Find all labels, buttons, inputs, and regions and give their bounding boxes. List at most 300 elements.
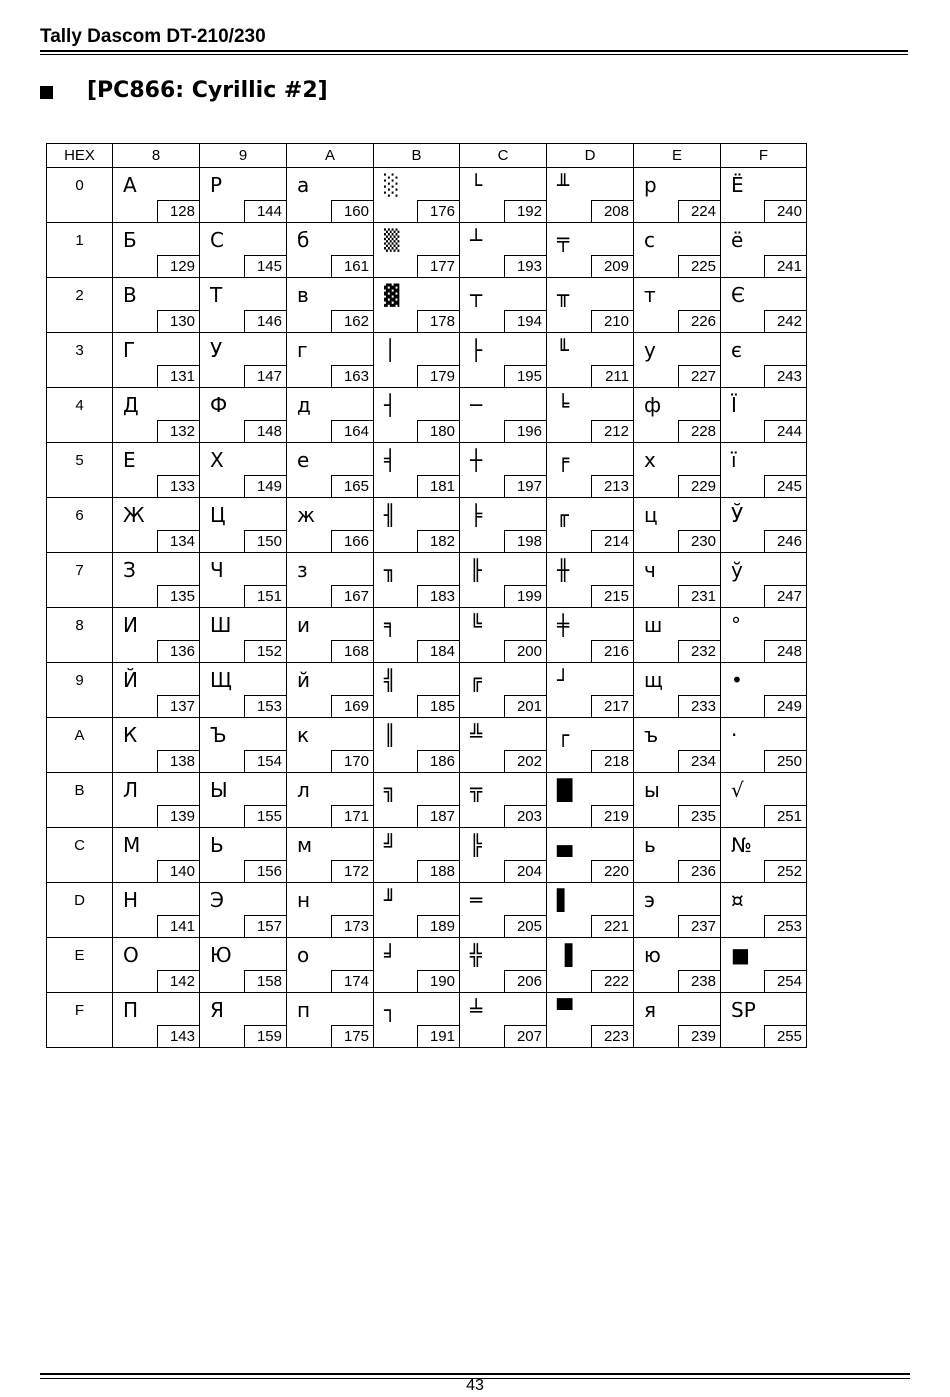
character-cell [113,773,200,828]
character-cell [374,828,460,883]
character-cell-content [634,993,720,1047]
character-cell [460,168,547,223]
character-cell-content [460,388,546,442]
character-glyph: П [123,998,139,1022]
character-glyph: ├ [470,338,483,362]
character-glyph: ╔ [470,668,483,692]
character-cell [721,663,807,718]
character-cell [634,828,721,883]
character-cell-content [547,333,633,387]
character-cell [634,883,721,938]
decimal-code: 208 [591,200,633,222]
decimal-code: 200 [504,640,546,662]
character-glyph: ╒ [557,448,570,472]
decimal-code: 224 [678,200,720,222]
decimal-code: 165 [331,475,373,497]
decimal-code: 138 [157,750,199,772]
character-cell-content [287,388,373,442]
decimal-code: 132 [157,420,199,442]
character-cell-content [460,993,546,1047]
character-glyph: ¤ [731,888,744,912]
decimal-code: 230 [678,530,720,552]
character-glyph: Ф [210,393,228,417]
decimal-code: 215 [591,585,633,607]
decimal-code: 206 [504,970,546,992]
decimal-code: 243 [764,365,806,387]
character-glyph: ╚ [470,613,483,637]
character-cell [200,828,287,883]
character-cell-content [200,883,286,937]
character-cell [721,718,807,773]
character-cell-content [287,278,373,332]
character-cell [547,883,634,938]
character-cell [634,223,721,278]
character-cell [547,168,634,223]
column-header: C [460,144,547,168]
decimal-code: 231 [678,585,720,607]
character-glyph: с [644,228,655,252]
character-glyph: Ь [210,833,224,857]
character-cell-content [374,223,459,277]
character-glyph: ╛ [384,943,397,967]
row-header: 7 [47,553,113,608]
character-cell-content [547,828,633,882]
character-glyph: Я [210,998,224,1022]
character-glyph: х [644,448,656,472]
character-cell [634,663,721,718]
character-cell-content [287,718,373,772]
character-cell-content [634,828,720,882]
character-glyph: Э [210,888,224,912]
character-cell-content [460,443,546,497]
character-glyph: ┘ [557,668,570,692]
character-glyph: ы [644,778,660,802]
decimal-code: 196 [504,420,546,442]
decimal-code: 143 [157,1025,199,1047]
character-cell-content [721,168,806,222]
code-page-table [46,143,807,1048]
character-cell-content [287,938,373,992]
character-glyph: ╟ [470,558,483,582]
decimal-code: 181 [417,475,459,497]
decimal-code: 235 [678,805,720,827]
character-glyph: └ [470,173,483,197]
character-cell-content [113,168,199,222]
character-cell [287,663,374,718]
row-header: 2 [47,278,113,333]
table-row [47,718,807,773]
character-cell [113,168,200,223]
character-cell-content [113,498,199,552]
table-row [47,938,807,993]
decimal-code: 164 [331,420,373,442]
character-cell [374,278,460,333]
character-glyph: й [297,668,310,692]
character-cell-content [460,168,546,222]
character-cell [113,333,200,388]
character-cell [460,553,547,608]
character-cell-content [721,663,806,717]
decimal-code: 140 [157,860,199,882]
decimal-code: 255 [764,1025,806,1047]
document-header-title: Tally Dascom DT-210/230 [40,26,266,47]
character-cell [200,608,287,663]
character-glyph: ╡ [384,448,397,472]
character-cell-content [200,168,286,222]
character-cell-content [634,663,720,717]
decimal-code: 130 [157,310,199,332]
character-glyph: з [297,558,308,582]
character-cell-content [200,333,286,387]
character-glyph: Н [123,888,139,912]
character-cell-content [287,828,373,882]
character-cell-content [113,553,199,607]
decimal-code: 207 [504,1025,546,1047]
character-cell-content [547,168,633,222]
decimal-code: 248 [764,640,806,662]
character-cell [547,388,634,443]
decimal-code: 185 [417,695,459,717]
decimal-code: 214 [591,530,633,552]
character-cell [547,553,634,608]
character-cell [200,168,287,223]
character-cell-content [721,498,806,552]
character-cell [200,718,287,773]
square-bullet-icon [40,86,53,99]
character-glyph: Ъ [210,723,227,747]
character-cell-content [374,828,459,882]
character-glyph: ■ [731,943,750,967]
decimal-code: 170 [331,750,373,772]
character-glyph: Й [123,668,138,692]
character-cell-content [287,773,373,827]
character-cell [634,773,721,828]
character-cell [547,608,634,663]
character-cell-content [634,718,720,772]
character-cell [634,608,721,663]
decimal-code: 171 [331,805,373,827]
table-row [47,608,807,663]
decimal-code: 146 [244,310,286,332]
decimal-code: 222 [591,970,633,992]
decimal-code: 174 [331,970,373,992]
character-cell [547,498,634,553]
column-header: E [634,144,721,168]
decimal-code: 203 [504,805,546,827]
character-cell [721,168,807,223]
row-header: 5 [47,443,113,498]
character-glyph: г [297,338,308,362]
character-cell [460,663,547,718]
character-cell-content [547,663,633,717]
character-glyph: ё [731,228,744,252]
character-glyph: О [123,943,139,967]
character-cell-content [634,278,720,332]
decimal-code: 223 [591,1025,633,1047]
character-cell-content [634,938,720,992]
character-cell [200,938,287,993]
decimal-code: 240 [764,200,806,222]
character-cell [721,278,807,333]
character-glyph: ░ [384,173,400,197]
character-glyph: Д [123,393,139,417]
character-cell [721,938,807,993]
character-glyph: я [644,998,657,1022]
character-glyph: л [297,778,310,802]
character-cell-content [200,498,286,552]
character-cell-content [287,333,373,387]
decimal-code: 238 [678,970,720,992]
character-cell-content [113,663,199,717]
character-cell-content [634,608,720,662]
character-glyph: Р [210,173,223,197]
character-cell [200,993,287,1048]
character-cell [721,773,807,828]
character-glyph: о [297,943,310,967]
character-cell [634,278,721,333]
character-cell-content [287,883,373,937]
character-cell [287,443,374,498]
decimal-code: 180 [417,420,459,442]
character-cell-content [721,333,806,387]
table-row [47,828,807,883]
character-glyph: е [297,448,310,472]
character-cell [547,938,634,993]
character-glyph: У [210,338,223,362]
character-cell-content [374,333,459,387]
character-glyph: ч [644,558,656,582]
character-cell-content [113,608,199,662]
character-cell-content [547,993,633,1047]
character-cell-content [287,553,373,607]
decimal-code: 183 [417,585,459,607]
character-cell-content [721,608,806,662]
character-cell [634,938,721,993]
character-cell [374,443,460,498]
character-cell [634,443,721,498]
character-cell [460,883,547,938]
character-cell [113,608,200,663]
character-cell-content [721,828,806,882]
decimal-code: 166 [331,530,373,552]
character-cell [374,773,460,828]
character-cell [113,223,200,278]
character-cell [460,993,547,1048]
decimal-code: 190 [417,970,459,992]
character-cell-content [200,388,286,442]
character-cell-content [287,168,373,222]
decimal-code: 156 [244,860,286,882]
character-glyph: Ї [731,393,737,417]
character-cell [200,553,287,608]
character-cell-content [113,278,199,332]
decimal-code: 169 [331,695,373,717]
character-cell [287,608,374,663]
row-header: 8 [47,608,113,663]
decimal-code: 195 [504,365,546,387]
character-cell-content [200,938,286,992]
character-glyph: ╘ [557,393,570,417]
decimal-code: 141 [157,915,199,937]
character-cell-content [634,773,720,827]
character-glyph: Є [731,283,745,307]
character-glyph: ║ [384,723,397,747]
decimal-code: 227 [678,365,720,387]
character-cell-content [721,553,806,607]
character-cell-content [460,223,546,277]
character-glyph: ╗ [384,778,397,802]
character-cell [113,663,200,718]
character-cell-content [460,498,546,552]
character-cell-content [200,773,286,827]
character-cell [547,828,634,883]
character-cell [547,773,634,828]
character-cell [200,498,287,553]
decimal-code: 191 [417,1025,459,1047]
character-glyph: к [297,723,310,747]
character-cell [287,553,374,608]
character-cell [113,498,200,553]
header-rule-thin [40,54,908,55]
decimal-code: 173 [331,915,373,937]
character-cell-content [547,938,633,992]
character-glyph: ж [297,503,316,527]
decimal-code: 233 [678,695,720,717]
character-cell [374,498,460,553]
character-cell [374,168,460,223]
character-cell [113,938,200,993]
character-glyph: К [123,723,138,747]
character-cell-content [721,443,806,497]
character-glyph: ┴ [470,228,483,252]
character-cell-content [374,938,459,992]
character-cell [634,498,721,553]
table-row [47,168,807,223]
character-cell [721,223,807,278]
character-glyph: ╧ [470,998,483,1022]
decimal-code: 225 [678,255,720,277]
decimal-code: 242 [764,310,806,332]
decimal-code: 247 [764,585,806,607]
character-glyph: ═ [470,888,483,912]
row-header: 3 [47,333,113,388]
table-row [47,278,807,333]
decimal-code: 149 [244,475,286,497]
table-row [47,993,807,1048]
character-cell-content [460,883,546,937]
decimal-code: 198 [504,530,546,552]
character-glyph: ╣ [384,668,397,692]
character-cell [287,993,374,1048]
character-cell [547,718,634,773]
table-row [47,223,807,278]
character-cell-content [200,608,286,662]
character-cell-content [634,498,720,552]
character-glyph: р [644,173,657,197]
decimal-code: 177 [417,255,459,277]
character-cell [547,333,634,388]
decimal-code: 244 [764,420,806,442]
character-cell [374,388,460,443]
decimal-code: 226 [678,310,720,332]
character-cell [374,883,460,938]
character-cell-content [721,278,806,332]
character-cell-content [113,333,199,387]
character-cell [374,553,460,608]
character-glyph: А [123,173,137,197]
decimal-code: 187 [417,805,459,827]
column-header: D [547,144,634,168]
row-header: C [47,828,113,883]
character-glyph: Ў [731,503,744,527]
character-cell-content [113,718,199,772]
character-cell-content [374,993,459,1047]
character-cell [287,223,374,278]
decimal-code: 210 [591,310,633,332]
decimal-code: 241 [764,255,806,277]
character-cell-content [634,168,720,222]
character-cell [374,718,460,773]
decimal-code: 142 [157,970,199,992]
character-cell-content [374,498,459,552]
decimal-code: 193 [504,255,546,277]
character-glyph: ▐ [557,943,573,967]
character-cell [460,443,547,498]
decimal-code: 194 [504,310,546,332]
decimal-code: 192 [504,200,546,222]
decimal-code: 216 [591,640,633,662]
row-header: 1 [47,223,113,278]
decimal-code: 167 [331,585,373,607]
decimal-code: 168 [331,640,373,662]
character-glyph: б [297,228,310,252]
character-cell [721,883,807,938]
character-glyph: ф [644,393,662,417]
character-cell [374,938,460,993]
character-glyph: Ю [210,943,232,967]
row-header: A [47,718,113,773]
decimal-code: 133 [157,475,199,497]
column-header: 9 [200,144,287,168]
character-cell-content [113,938,199,992]
character-glyph: ┐ [384,998,397,1022]
character-cell [721,498,807,553]
character-cell [460,608,547,663]
table-header-row [47,144,807,168]
character-cell-content [200,443,286,497]
decimal-code: 161 [331,255,373,277]
decimal-code: 219 [591,805,633,827]
character-cell [287,278,374,333]
decimal-code: 199 [504,585,546,607]
character-cell [460,278,547,333]
character-cell-content [113,993,199,1047]
character-cell [200,223,287,278]
decimal-code: 204 [504,860,546,882]
character-cell [200,443,287,498]
character-glyph: ┼ [470,448,483,472]
character-cell-content [374,663,459,717]
character-glyph: В [123,283,137,307]
decimal-code: 178 [417,310,459,332]
character-glyph: Ы [210,778,228,802]
decimal-code: 221 [591,915,633,937]
character-glyph: • [731,668,743,692]
character-glyph: ╜ [384,888,397,912]
character-cell [721,388,807,443]
decimal-code: 150 [244,530,286,552]
character-glyph: │ [384,338,397,362]
